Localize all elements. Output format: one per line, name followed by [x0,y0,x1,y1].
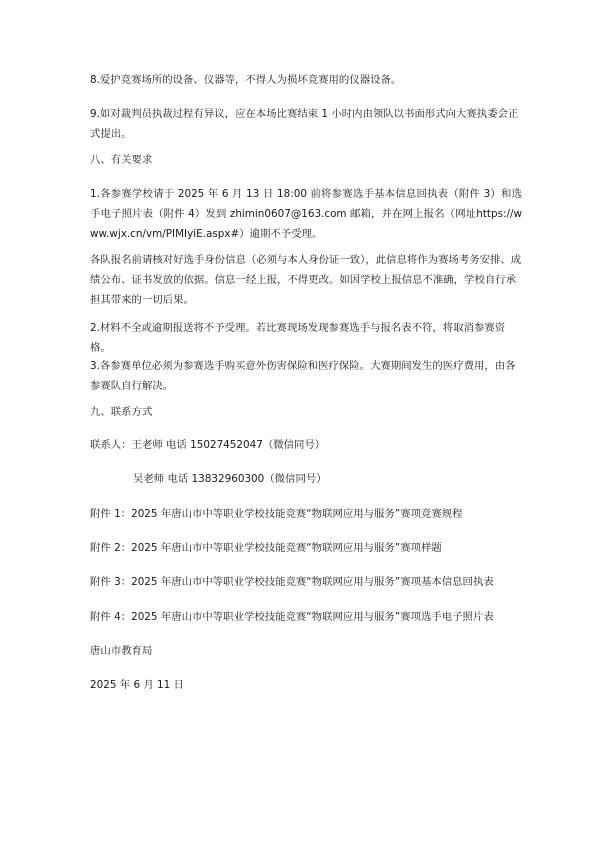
section-9-heading: 九、联系方式 [90,406,153,418]
section-8-heading: 八、有关要求 [90,154,153,166]
issue-date: 2025 年 6 月 11 日 [90,679,184,691]
requirement-3-paragraph: 3.各参赛单位必须为参赛选手购买意外伤害保险和医疗保险。大赛期间发生的医疗费用，由各参赛队自行解决。 [90,360,516,392]
requirement-1-paragraph: 1.各参赛学校请于 2025 年 6 月 13 日 18:00 前将参赛选手基本信息回执表（附件 3）和选手电子照片表（附件 4）发到 zhimin0607@163.com 邮箱，并在网上报名（网址https://www.wjx.cn/vm/PIMIyiE.aspx#）逾期不予受理。 [90,188,522,240]
rule-9-paragraph: 9.如对裁判员执裁过程有异议，应在本场比赛结束 1 小时内由领队以书面形式向大赛执委会正式提出。 [90,108,519,140]
attachment-1: 附件 1：2025 年唐山市中等职业学校技能竞赛“物联网应用与服务”赛项竞赛规程 [90,508,463,520]
contact-wang: 联系人：王老师 电话 15027452047（微信同号） [90,439,326,451]
contact-wu: 吴老师 电话 13832960300（微信同号） [133,473,327,485]
rule-8-paragraph: 8.爱护竞赛场所的设备、仪器等，不得人为损坏竞赛用的仪器设备。 [90,74,402,86]
issuer-name: 唐山市教育局 [90,645,153,657]
attachment-2: 附件 2：2025 年唐山市中等职业学校技能竞赛“物联网应用与服务”赛项样题 [90,542,442,554]
attachment-4: 附件 4：2025 年唐山市中等职业学校技能竞赛“物联网应用与服务”赛项选手电子照片表 [90,611,494,623]
attachment-3: 附件 3：2025 年唐山市中等职业学校技能竞赛“物联网应用与服务”赛项基本信息回执表 [90,576,494,588]
identity-check-paragraph: 各队报名前请核对好选手身份信息（必须与本人身份证一致），此信息将作为赛场考务安排、成绩公布、证书发放的依据。信息一经上报，不得更改。如因学校上报信息不准确，学校自行承担其带来的一切后果。 [90,254,522,306]
requirement-2-paragraph: 2.材料不全或逾期报送将不予受理。若比赛现场发现参赛选手与报名表不符，将取消参赛资格。 [90,322,506,354]
